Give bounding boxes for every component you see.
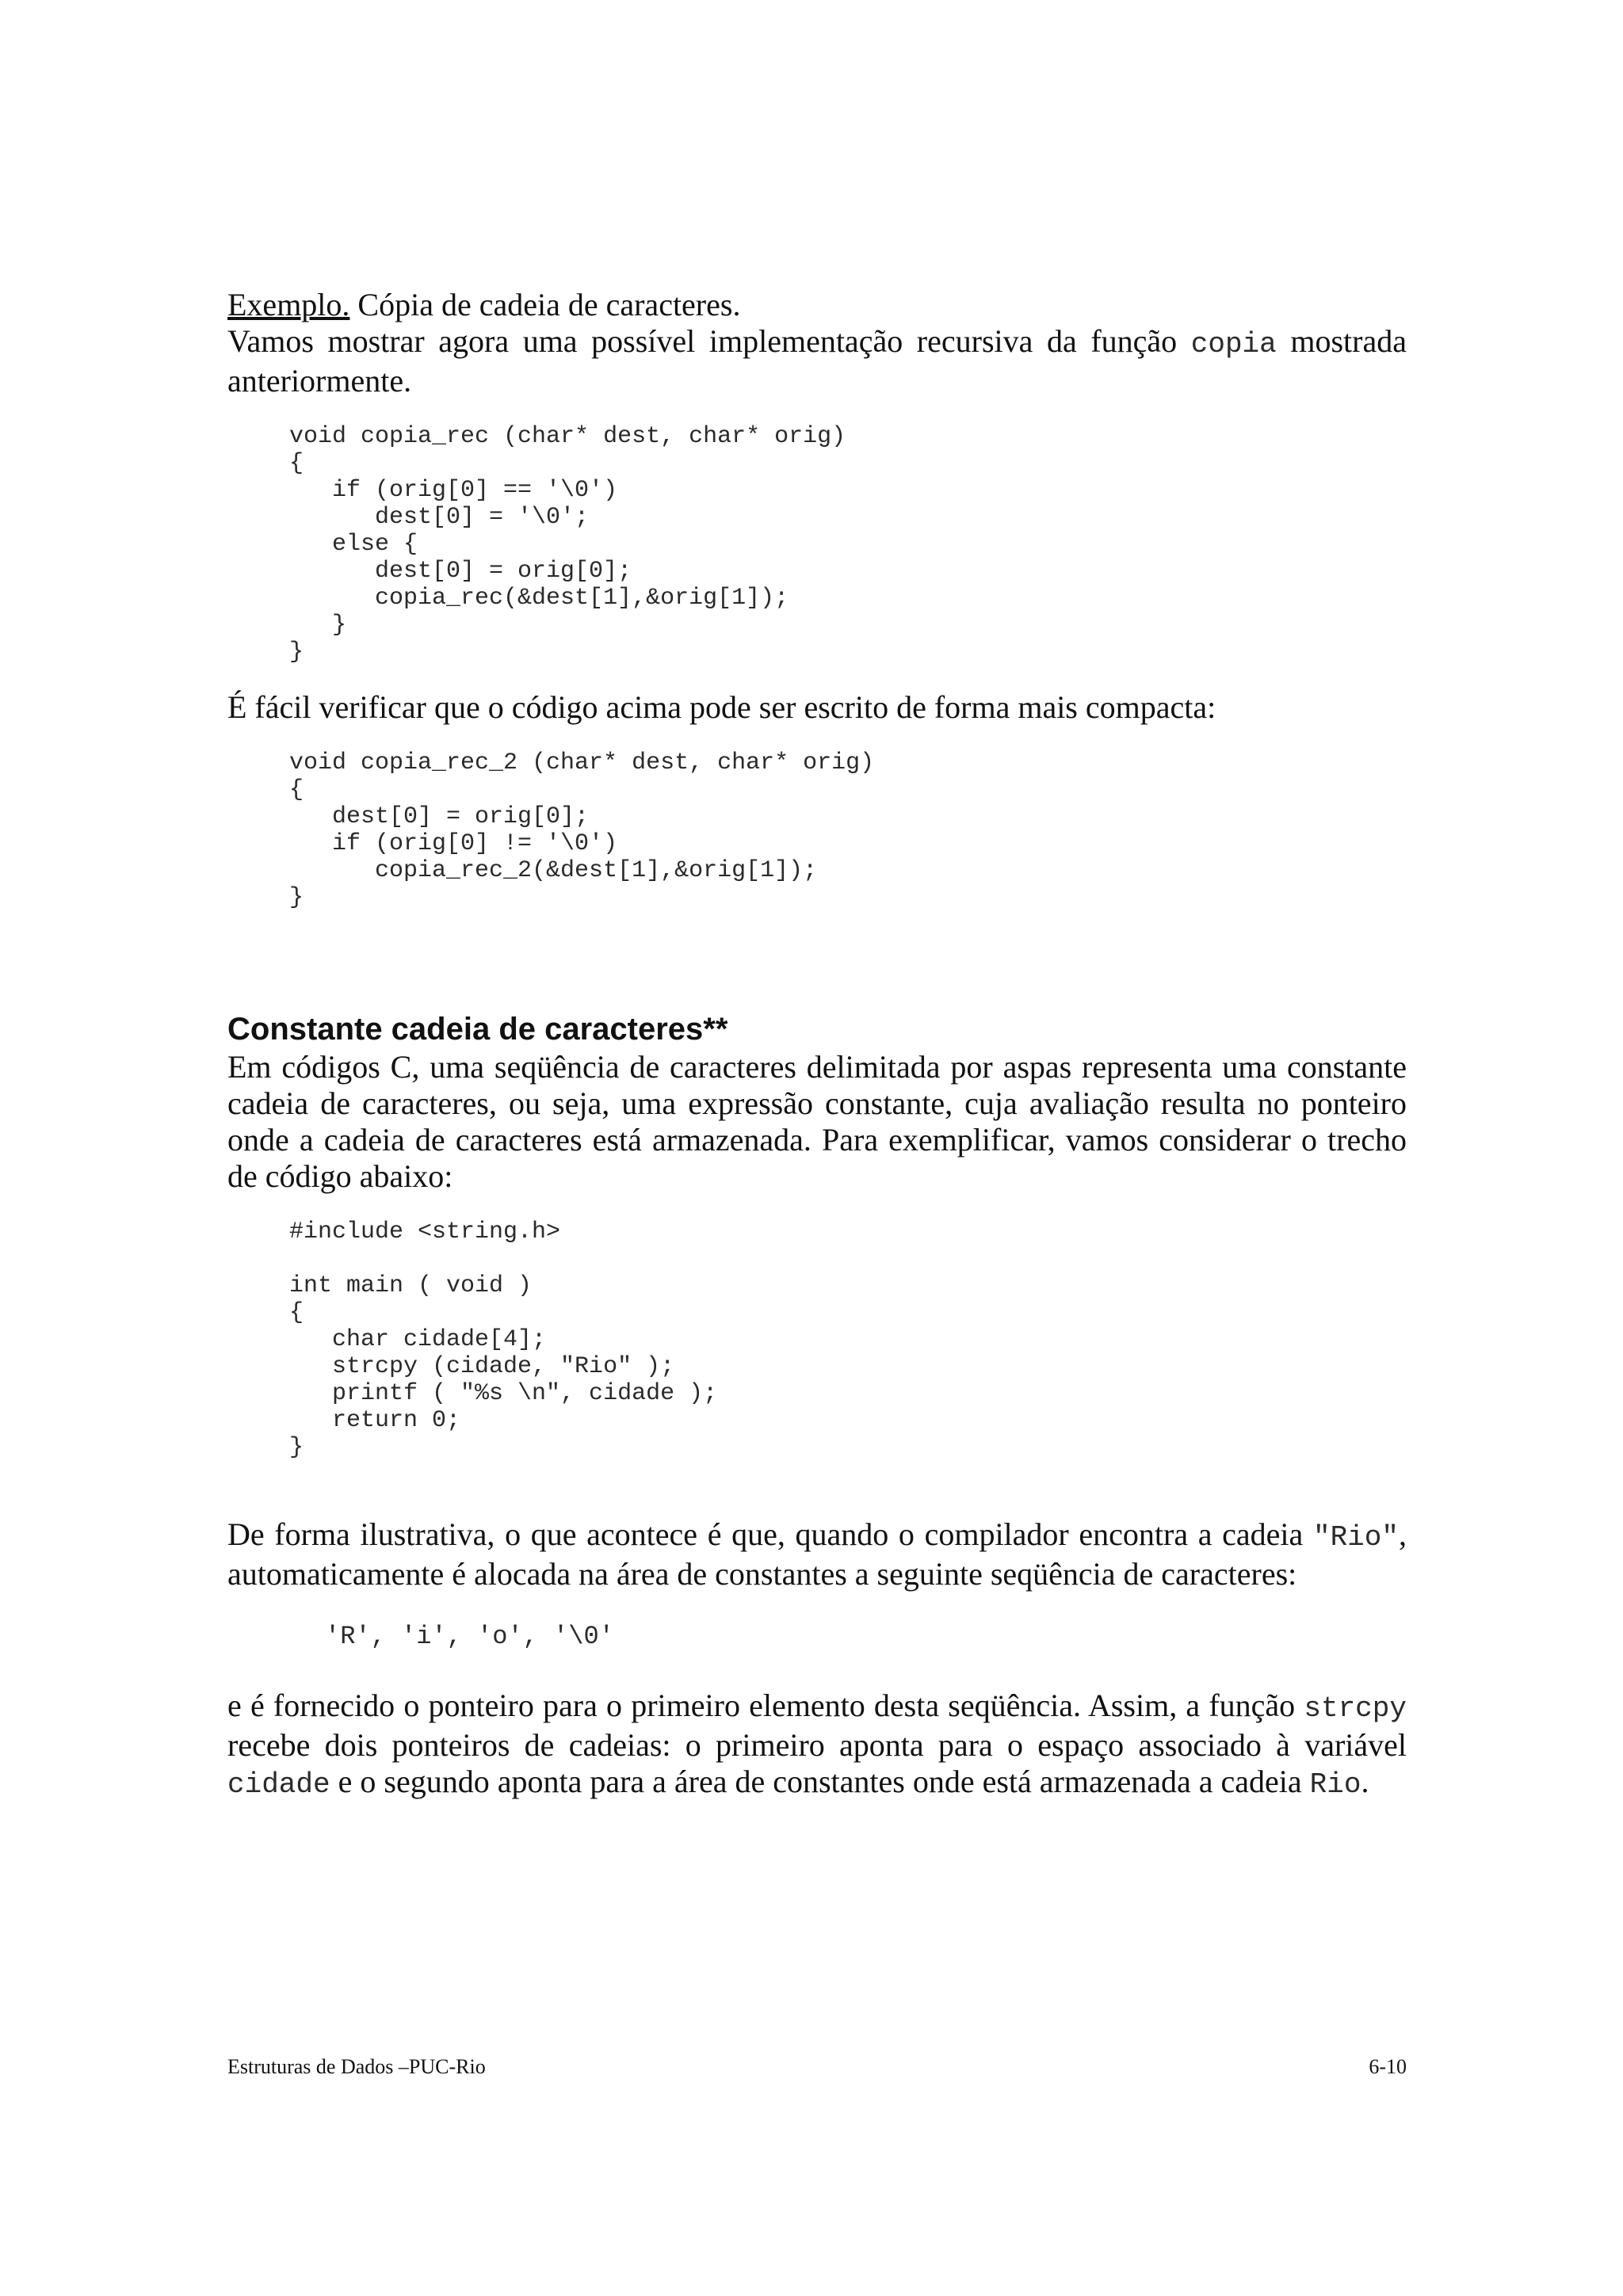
example-label: Exemplo. xyxy=(227,287,350,322)
paragraph3-text-1: e é fornecido o ponteiro para o primeiro elemento desta seqüência. Assim, a função xyxy=(227,1688,1304,1723)
paragraph3-inline-code-rio: Rio xyxy=(1309,1768,1361,1801)
document-page xyxy=(227,287,1407,1803)
paragraph3-inline-code-cidade: cidade xyxy=(227,1768,330,1801)
example-title: Cópia de cadeia de caracteres. xyxy=(349,287,741,322)
example-title-line xyxy=(227,287,1407,323)
code-block-copia-rec-2: void copia_rec_2 (char* dest, char* orig) { dest[0] = orig[0]; if (orig[0] != '\0') copia_rec_2(&dest[1],&orig[1]); } xyxy=(289,749,875,911)
code-block-copia-rec: void copia_rec (char* dest, char* orig) { if (orig[0] == '\0') dest[0] = '\0'; else { dest[0] = orig[0]; copia_rec(&dest[1],&orig[1]); } } xyxy=(289,423,846,666)
page-number: 6-10 xyxy=(1369,2055,1407,2078)
intro-inline-code: copia xyxy=(1190,328,1277,360)
section-paragraph-1: Em códigos C, uma seqüência de caracteres delimitada por aspas representa uma constante cadeia de caracteres, ou seja, uma expressão constante, cuja avaliação resulta no ponteiro onde a cadeia de caracteres está armazenada. Para exemplificar, vamos considerar o trecho de código abaixo: xyxy=(227,1049,1407,1194)
page-footer xyxy=(227,2055,1407,2079)
intro-text-2: mostrada anteriormente. xyxy=(227,323,1407,399)
char-sequence: 'R', 'i', 'o', '\0' xyxy=(325,1622,614,1651)
footer-left: Estruturas de Dados –PUC-Rio xyxy=(227,2055,486,2078)
compact-text: É fácil verificar que o código acima pode ser escrito de forma mais compacta: xyxy=(227,689,1216,725)
section-paragraph-2 xyxy=(227,1516,1407,1592)
paragraph2-text-1: De forma ilustrativa, o que acontece é que, quando o compilador encontra a cadeia xyxy=(227,1516,1313,1552)
example-intro xyxy=(227,323,1407,399)
paragraph3-text-2: recebe dois ponteiros de cadeias: o primeiro aponta para o espaço associado à variável xyxy=(227,1727,1407,1763)
paragraph2-inline-code: "Rio" xyxy=(1312,1521,1399,1554)
paragraph2-text-2: , automaticamente é alocada na área de constantes a seguinte seqüência de caracteres: xyxy=(227,1516,1407,1592)
section-paragraph-3 xyxy=(227,1688,1407,1803)
paragraph3-text-4: . xyxy=(1361,1764,1369,1799)
paragraph3-inline-code-strcpy: strcpy xyxy=(1304,1692,1407,1725)
section-heading: Constante cadeia de caracteres** xyxy=(227,1012,728,1047)
code-block-main: #include <string.h> int main ( void ) { char cidade[4]; strcpy (cidade, "Rio" ); printf ( "%s \n", cidade ); return 0; } xyxy=(289,1219,718,1461)
paragraph3-text-3: e o segundo aponta para a área de constantes onde está armazenada a cadeia xyxy=(330,1764,1310,1799)
intro-text-1: Vamos mostrar agora uma possível implementação recursiva da função xyxy=(227,323,1191,359)
